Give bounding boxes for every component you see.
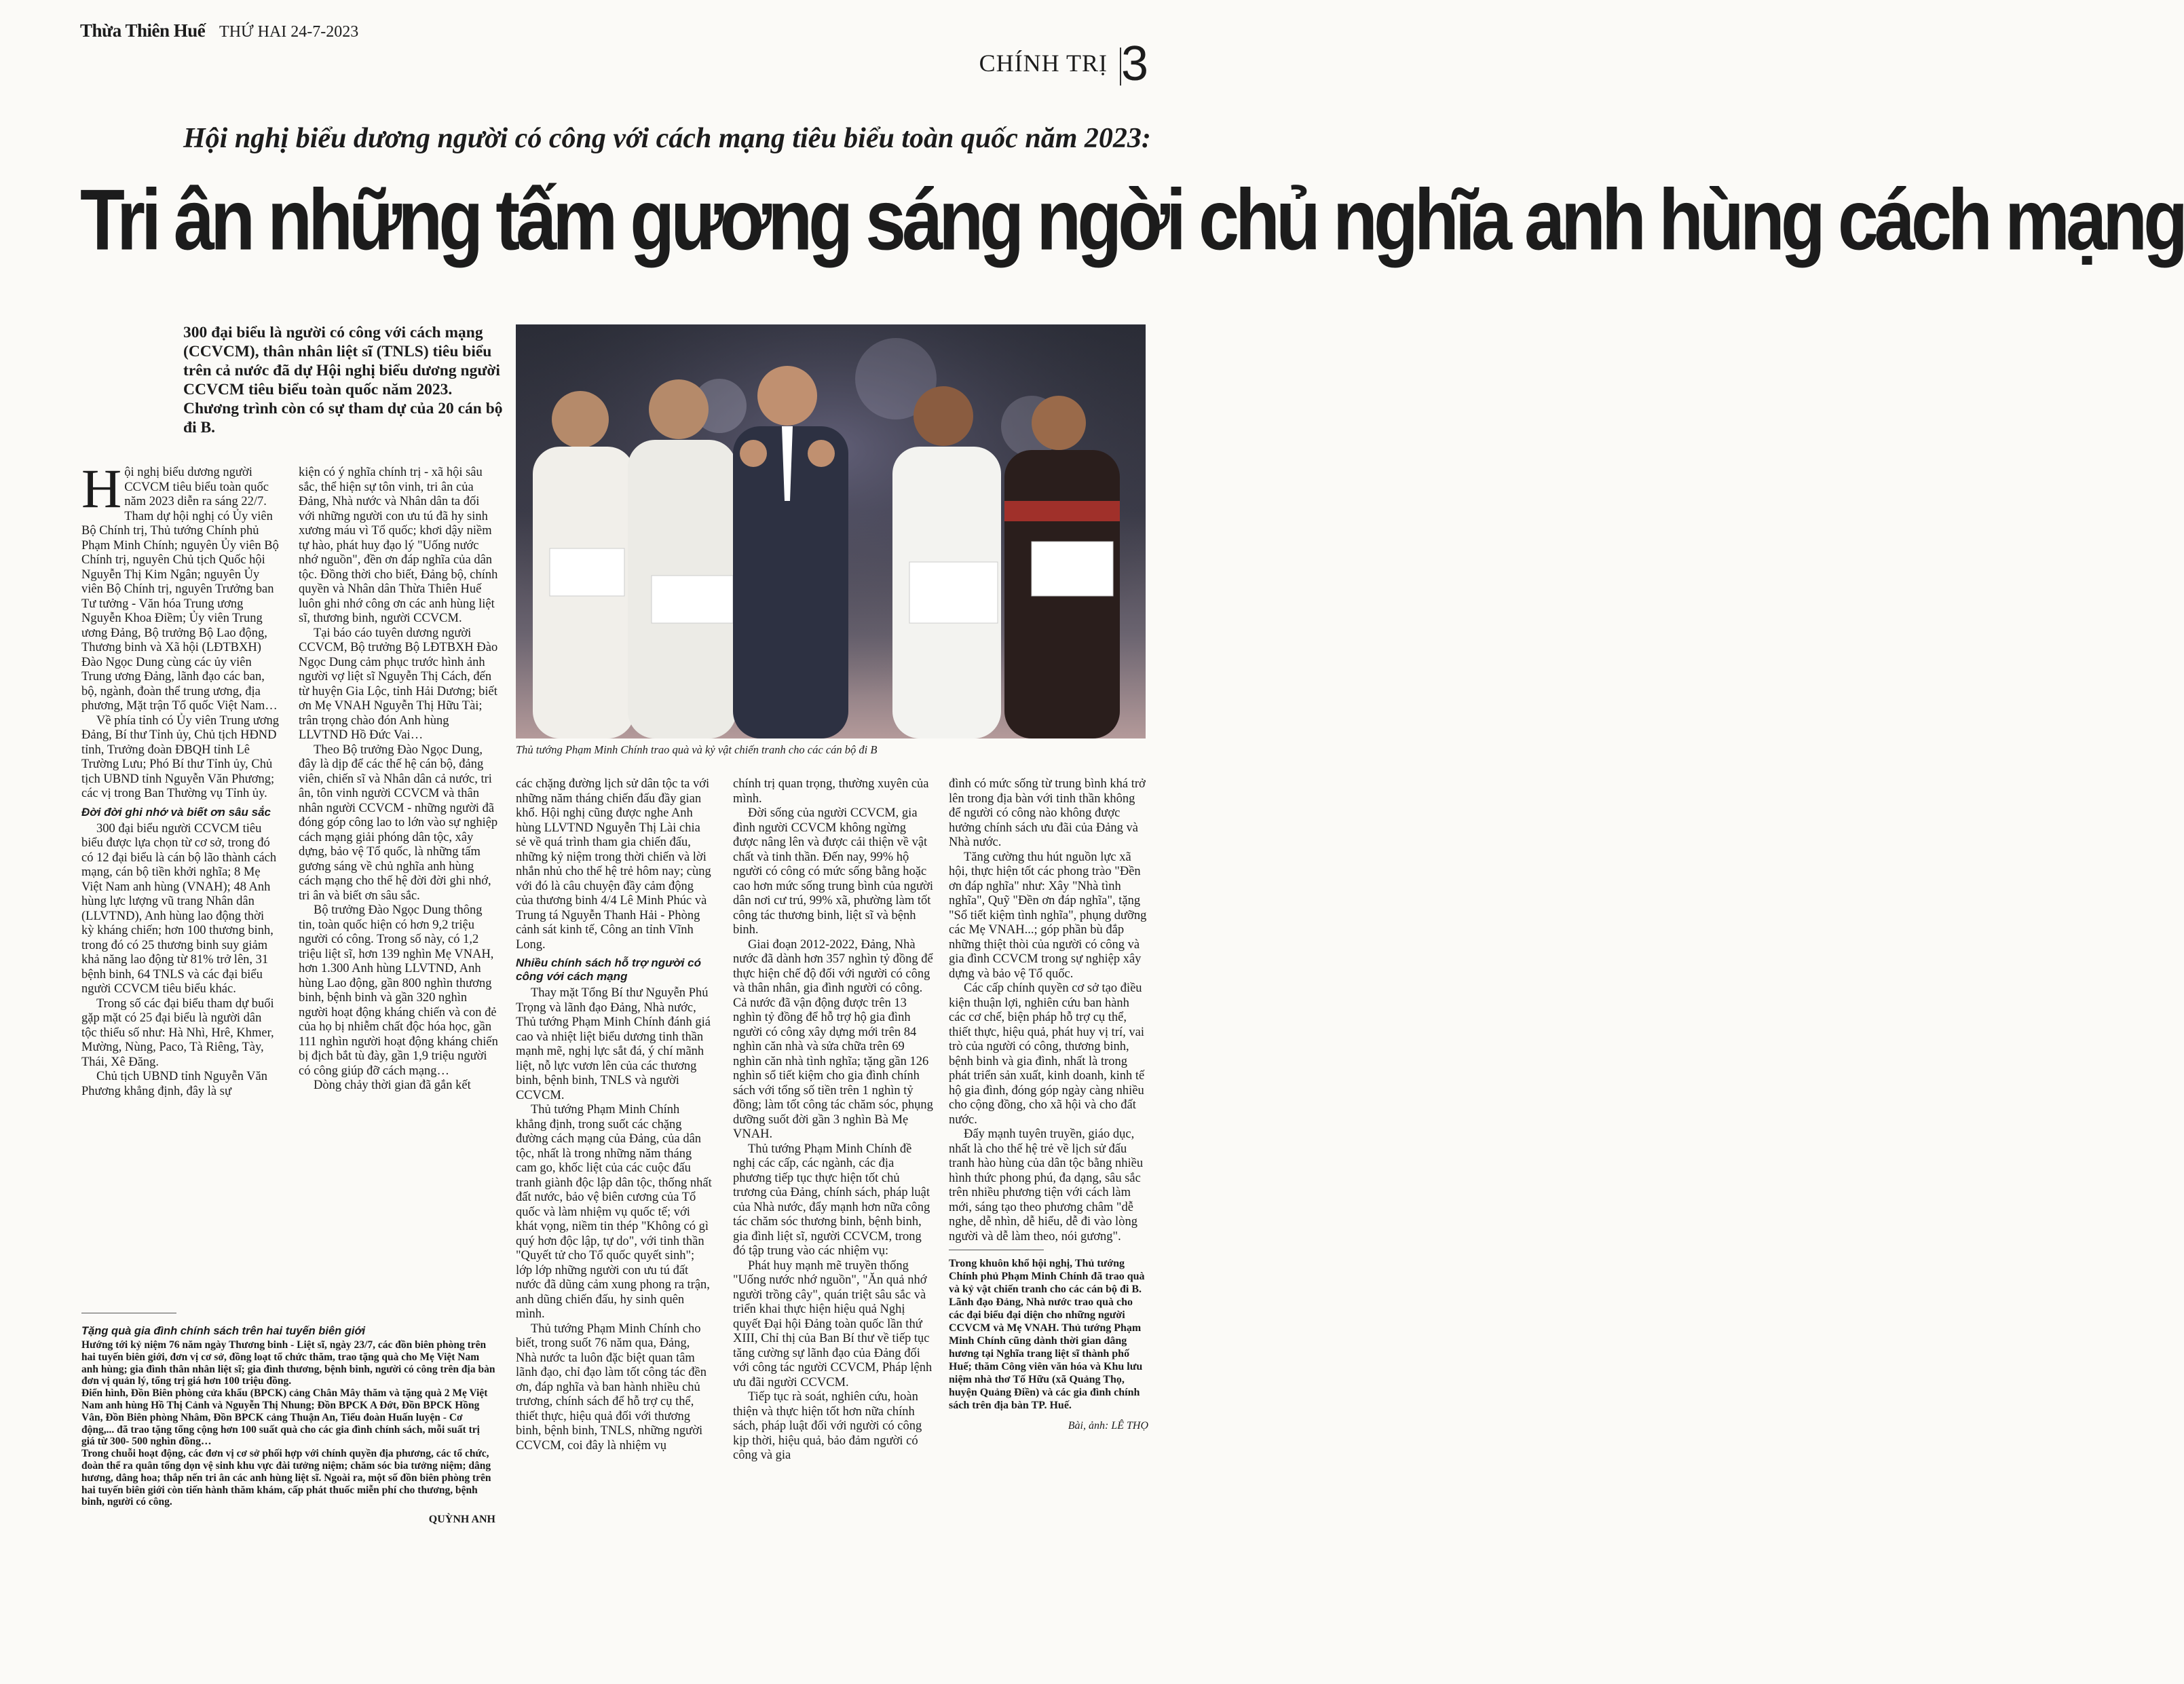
closing-box: Trong khuôn khổ hội nghị, Thủ tướng Chính phủ Phạm Minh Chính đã trao quà và kỷ vật chiến tranh cho các cán bộ đi B. Lãnh đạo Đảng, Nhà nước trao quà cho các đại biểu đại diện cho những người CCVCM và Mẹ VNAH. Thủ tướng Phạm Minh Chính cũng dành thời gian dâng hương tại Nghĩa trang liệt sĩ thành phố Huế; thăm Công viên văn hóa và Khu lưu niệm nhà thơ Tố Hữu (xã Quảng Thọ, huyện Quảng Điền) và các gia đình chính sách trên địa bàn TP. Huế. (949, 1258, 1145, 1411)
sidebar-title: Tặng quà gia đình chính sách trên hai tuyến biên giới (81, 1325, 366, 1337)
col2-paragraph-2: Tại báo cáo tuyên dương người CCVCM, Bộ trưởng Bộ LĐTBXH Đào Ngọc Dung cảm phục trước hình ảnh người vợ liệt sĩ Nguyễn Thị Cách, đến từ huyện Gia Lộc, tỉnh Hải Dương; biết ơn Mẹ VNAH Nguyễn Thị Hữu Tài; trân trọng chào đón Anh hùng LLVTND Hồ Đức Vai… (299, 626, 498, 742)
col4-paragraph-2: Đời sống của người CCVCM, gia đình người CCVCM không ngừng được nâng lên và được cải thiện về vật chất và tinh thần. Đến nay, 99% hộ người có công có mức sống bằng hoặc cao hơn mức sống trung bình của người dân nơi cư trú, 99% xã, phường làm tốt công tác thương binh, liệt sĩ và bệnh binh. (733, 806, 933, 937)
ceremony-photo-illustration (516, 324, 1146, 738)
col2-paragraph-3: Theo Bộ trưởng Đào Ngọc Dung, đây là dịp để các thế hệ cán bộ, đảng viên, chiến sĩ và Nhân dân cả nước, tri ân, tôn vinh người CCVCM và thân nhân người CCVCM - những người đã đóng góp công lao to lớn vào sự nghiệp cách mạng giải phóng dân tộc, xây dựng, bảo vệ Tổ quốc, là những tấm gương sáng về chủ nghĩa anh hùng cách mạng cho thế hệ đời đời ghi nhớ, tri ân và biết ơn sâu sắc. (299, 743, 498, 903)
col5-paragraph-2: Tăng cường thu hút nguồn lực xã hội, thực hiện tốt các phong trào "Đền ơn đáp nghĩa" như: Xây "Nhà tình nghĩa", Quỹ "Đền ơn đáp nghĩa", tặng "Sổ tiết kiệm tình nghĩa", phụng dưỡng các Mẹ VNAH...; góp phần bù đắp những thiệt thòi của người có công và gia đình CCVCM trong sự nghiệp xây dựng và bảo vệ Tổ quốc. (949, 850, 1147, 981)
col4-paragraph-4: Thủ tướng Phạm Minh Chính đề nghị các cấp, các ngành, các địa phương tiếp tục thực hiện tốt chủ trương của Đảng, chính sách, pháp luật của Nhà nước, đẩy mạnh hơn nữa công tác chăm sóc thương binh, bệnh binh, gia đình liệt sĩ, người CCVCM, trong đó tập trung vào các nhiệm vụ: (733, 1142, 930, 1258)
col5-paragraph-1: đình có mức sống từ trung bình khá trở lên trong địa bàn với tinh thần không để người có công nào không được hưởng chính sách ưu đãi của Đảng và Nhà nước. (949, 777, 1146, 849)
sidebar-byline: QUỲNH ANH (428, 1514, 495, 1526)
subhead-1: Đời đời ghi nhớ và biết ơn sâu sắc (81, 805, 271, 819)
article-headline: Tri ân những tấm gương sáng ngời chủ nghĩa anh hùng cách mạng (80, 170, 2184, 268)
sidebar-paragraph-1: Hướng tới kỷ niệm 76 năm ngày Thương binh - Liệt sĩ, ngày 23/7, các đồn biên phòng trên hai tuyến biên giới, đơn vị cơ sở, đồng loạt tổ chức thăm, trao tặng quà cho Mẹ Việt Nam anh hùng; gia đình thân nhân liệt sĩ; gia đình thương, bệnh binh, người có công trên địa bàn đơn vị quản lý, tổng trị giá hơn 100 triệu đồng. (81, 1339, 495, 1387)
newspaper-name: Thừa Thiên Huế (80, 20, 206, 41)
col3-paragraph-4: Thủ tướng Phạm Minh Chính cho biết, trong suốt 76 năm qua, Đảng, Nhà nước ta luôn đặc biệt quan tâm lãnh đạo, chỉ đạo làm tốt công tác đền ơn, đáp nghĩa và ban hành nhiều chủ trương, chính sách để hỗ trợ cụ thể, thiết thực, hiệu quả đối với thương binh, bệnh binh, TNLS, những người CCVCM, coi đây là nhiệm vụ (516, 1322, 707, 1453)
sidebar-paragraph-3: Trong chuỗi hoạt động, các đơn vị cơ sở phối hợp với chính quyền địa phương, các tổ chức, đoàn thể ra quân tổng dọn vệ sinh khu vực đài tưởng niệm; chăm sóc bia tưởng niệm; dâng hương, dâng hoa; thắp nến tri ân các anh hùng liệt sĩ. Ngoài ra, một số đồn biên phòng trên hai tuyến biên giới còn tiến hành thăm khám, cấp phát thuốc miễn phí cho thương, bệnh binh, người có công. (81, 1448, 491, 1508)
article-column-5 (949, 777, 1148, 1434)
col2-paragraph-4: Bộ trưởng Đào Ngọc Dung thông tin, toàn quốc hiện có hơn 9,2 triệu người có công. Trong số này, có 1,2 triệu liệt sĩ, hơn 139 nghìn Mẹ VNAH, hơn 1.300 Anh hùng LLVTND, Anh hùng Lao động, gần 800 nghìn thương binh, bệnh binh và gần 320 nghìn người hoạt động kháng chiến và con đẻ của họ bị nhiễm chất độc hóa học, gần 111 nghìn người hoạt động kháng chiến bị địch bắt tù đày, gần 1,9 triệu người có công giúp đỡ cách mạng… (299, 903, 498, 1078)
col3-paragraph-2: Thay mặt Tổng Bí thư Nguyễn Phú Trọng và lãnh đạo Đảng, Nhà nước, Thủ tướng Phạm Minh Chính đánh giá cao và nhiệt liệt biểu dương tinh thần mạnh mẽ, nghị lực sắt đá, ý chí mãnh liệt, nỗ lực vươn lên của các thương binh, bệnh binh, TNLS và người CCVCM. (516, 986, 711, 1102)
article-column-2 (299, 466, 499, 1093)
col5-paragraph-4: Đẩy mạnh tuyên truyền, giáo dục, nhất là cho thế hệ trẻ về lịch sử đấu tranh hào hùng của dân tộc bằng nhiều hình thức phong phú, đa dạng, sâu sắc trên nhiều phương tiện với cách làm mới, sáng tạo theo phương châm "dễ nghe, dễ nhìn, dễ hiểu, dễ đi vào lòng người và dễ làm theo, nói gương". (949, 1127, 1144, 1243)
article-kicker: Hội nghị biểu dương người có công với cách mạng tiêu biểu toàn quốc năm 2023: (183, 123, 1151, 154)
col3-paragraph-3: Thủ tướng Phạm Minh Chính khẳng định, trong suốt các chặng đường cách mạng của Đảng, của dân tộc, nhất là trong những năm tháng cam go, khốc liệt của các cuộc đấu tranh giành độc lập dân tộc, thống nhất đất nước, bảo vệ biên cương của Tổ quốc và làm nhiệm vụ quốc tế; với khát vọng, niềm tin thép "Không có gì quý hơn độc lập, tự do", với tinh thần "Quyết tử cho Tổ quốc quyết sinh"; lớp lớp những người con ưu tú đất nước đã dũng cảm xung phong ra trận, anh dũng chiến đấu, hy sinh quên mình. (516, 1103, 712, 1321)
col1-paragraph-3: 300 đại biểu người CCVCM tiêu biểu được lựa chọn từ cơ sở, trong đó có 12 đại biểu là cán bộ lão thành cách mạng, cán bộ tiền khởi nghĩa; 8 Mẹ Việt Nam anh hùng (VNAH); 48 Anh hùng lực lượng vũ trang Nhân dân (LLVTND), Anh hùng lao động thời kỳ kháng chiến; hơn 100 thương binh, trong đó có 25 thương binh suy giảm khả năng lao động từ 81% trở lên, 31 bệnh binh, 64 TNLS và các đại biểu người CCVCM tiêu biểu khác. (81, 821, 277, 996)
col3-paragraph-1: các chặng đường lịch sử dân tộc ta với những năm tháng chiến đấu đầy gian khổ. Hội nghị cũng được nghe Anh hùng LLVTND Nguyễn Thị Lài chia sẻ về quá trình tham gia chiến đấu, những kỷ niệm trong thời chiến và lời nhắn nhủ cho thế hệ trẻ hôm nay; cùng với đó là câu chuyện đầy cảm động của thương binh 4/4 Lê Minh Phúc và Trung tá Nguyễn Thanh Hải - Phòng cảnh sát kinh tế, Công an tỉnh Vĩnh Long. (516, 777, 711, 952)
article-byline: Bài, ảnh: LÊ THỌ (1068, 1420, 1148, 1432)
masthead (80, 20, 358, 41)
page-number: 3 (1121, 37, 1148, 91)
article-sapo: 300 đại biểu là người có công với cách mạng (CCVCM), thân nhân liệt sĩ (TNLS) tiêu biểu trên cả nước đã dự Hội nghị biểu dương người CCVCM tiêu biểu toàn quốc năm 2023. Chương trình còn có sự tham dự của 20 cán bộ đi B. (183, 324, 503, 436)
col1-paragraph-1: ội nghị biểu dương người CCVCM tiêu biểu toàn quốc năm 2023 diễn ra sáng 22/7. Tham dự hội nghị có Ủy viên Bộ Chính trị, Thủ tướng Chính phủ Phạm Minh Chính; nguyên Ủy viên Bộ Chính trị, nguyên Chủ tịch Quốc hội Nguyễn Thị Kim Ngân; nguyên Ủy viên Bộ Chính trị, nguyên Trưởng ban Tư tưởng - Văn hóa Trung ương Nguyễn Khoa Điềm; Ủy viên Trung ương Đảng, Bộ trưởng Bộ Lao động, Thương binh và Xã hội (LĐTBXH) Đào Ngọc Dung cùng các ủy viên Trung ương Đảng, lãnh đạo các ban, bộ, ngành, đoàn thể trung ương, địa phương, Mặt trận Tổ quốc Việt Nam… (81, 466, 279, 713)
col4-paragraph-1: chính trị quan trọng, thường xuyên của mình. (733, 777, 929, 806)
col1-paragraph-4: Trong số các đại biểu tham dự buổi gặp mặt có 25 đại biểu là người dân tộc thiểu số như: Hà Nhì, Hrê, Khmer, Mường, Nùng, Paco, Tà Riêng, Tày, Thái, Xê Đăng. (81, 996, 274, 1069)
col4-paragraph-3: Giai đoạn 2012-2022, Đảng, Nhà nước đã dành hơn 357 nghìn tỷ đồng để thực hiện chế độ đối với người có công và thân nhân, gia đình người có công. Cả nước đã vận động được trên 13 nghìn tỷ đồng để hỗ trợ hộ gia đình người có công xây dựng mới trên 84 nghìn căn nhà và sửa chữa trên 69 nghìn căn nhà tình nghĩa; tặng gần 126 nghìn sổ tiết kiệm cho gia đình chính sách với tổng số tiền trên 1 nghìn tỷ đồng; làm tốt công tác chăm sóc, phụng dưỡng suốt đời gần 3 nghìn Bà Mẹ VNAH. (733, 937, 933, 1141)
col4-paragraph-6: Tiếp tục rà soát, nghiên cứu, hoàn thiện và thực hiện tốt hơn nữa chính sách, pháp luật đối với người có công kịp thời, hiệu quả, bảo đảm người có công và gia (733, 1390, 922, 1462)
dropcap: H (81, 457, 122, 519)
col2-paragraph-5: Dòng chảy thời gian đã gắn kết (314, 1079, 471, 1092)
subhead-2: Nhiều chính sách hỗ trợ người có công với cách mạng (516, 956, 701, 983)
article-column-3 (516, 777, 713, 1453)
section-name: CHÍNH TRỊ (979, 50, 1108, 77)
col4-paragraph-5: Phát huy mạnh mẽ truyền thống "Uống nước nhớ nguồn", "Ăn quả nhớ người trồng cây", quán triệt sâu sắc và triển khai thực hiện hiệu quả Nghị quyết Đại hội Đảng toàn quốc lần thứ XIII, Chỉ thị của Ban Bí thư về tiếp tục tăng cường sự lãnh đạo của Đảng đối với công tác người CCVCM, Pháp lệnh ưu đãi người CCVCM. (733, 1258, 933, 1389)
photo-caption: Thủ tướng Phạm Minh Chính trao quà và kỷ vật chiến tranh cho các cán bộ đi B (516, 743, 878, 756)
col1-paragraph-5: Chủ tịch UBND tỉnh Nguyễn Văn Phương khẳng định, đây là sự (81, 1070, 267, 1098)
col1-paragraph-2: Về phía tỉnh có Ủy viên Trung ương Đảng, Bí thư Tỉnh ủy, Chủ tịch HĐND tỉnh, Trưởng đoàn ĐBQH tỉnh Lê Trường Lưu; Phó Bí thư Tỉnh ủy, Chủ tịch UBND tỉnh Nguyễn Văn Phương; các vị trong Ban Thường vụ Tỉnh ủy. (81, 713, 280, 800)
col5-paragraph-3: Các cấp chính quyền cơ sở tạo điều kiện thuận lợi, nghiên cứu ban hành các cơ chế, biện pháp hỗ trợ cụ thể, thiết thực, hiệu quả, phát huy vị trí, vai trò của người có công, thương binh, bệnh binh và gia đình, nhất là trong phát triển sản xuất, kinh doanh, kinh tế hộ gia đình, đóng góp ngày càng nhiều cho cộng đồng, cho xã hội và cho đất nước. (949, 981, 1145, 1127)
sidebar-paragraph-2: Điển hình, Đồn Biên phòng cửa khẩu (BPCK) cảng Chân Mây thăm và tặng quà 2 Mẹ Việt Nam anh hùng Hồ Thị Cảnh và Nguyễn Thị Nhung; Đồn BPCK A Đớt, Đồn BPCK Hồng Vân, Đồn Biên phòng Nhâm, Đồn BPCK cảng Thuận An, Tiểu đoàn Huấn luyện - Cơ động,... đã trao tặng tổng cộng hơn 100 suất quà cho các gia đình chính sách, mỗi suất trị giá từ 300- 500 nghìn đồng… (81, 1387, 488, 1448)
article-column-1 (81, 457, 280, 1099)
issue-date: THỨ HAI 24-7-2023 (219, 23, 359, 41)
sidebar-box (81, 1325, 495, 1526)
article-photo (516, 324, 1146, 738)
article-column-4 (733, 777, 933, 1463)
col2-paragraph-1: kiện có ý nghĩa chính trị - xã hội sâu sắc, thể hiện sự tôn vinh, tri ân của Đảng, Nhà nước và Nhân dân ta đối với những người con ưu tú đã hy sinh xương máu vì Tổ quốc; khơi dậy niềm tự hào, phát huy đạo lý "Uống nước nhớ nguồn", đền ơn đáp nghĩa của dân tộc. Đồng thời cho biết, Đảng bộ, chính quyền và Nhân dân Thừa Thiên Huế luôn ghi nhớ công ơn các anh hùng liệt sĩ, thương binh, người CCVCM. (299, 466, 498, 625)
